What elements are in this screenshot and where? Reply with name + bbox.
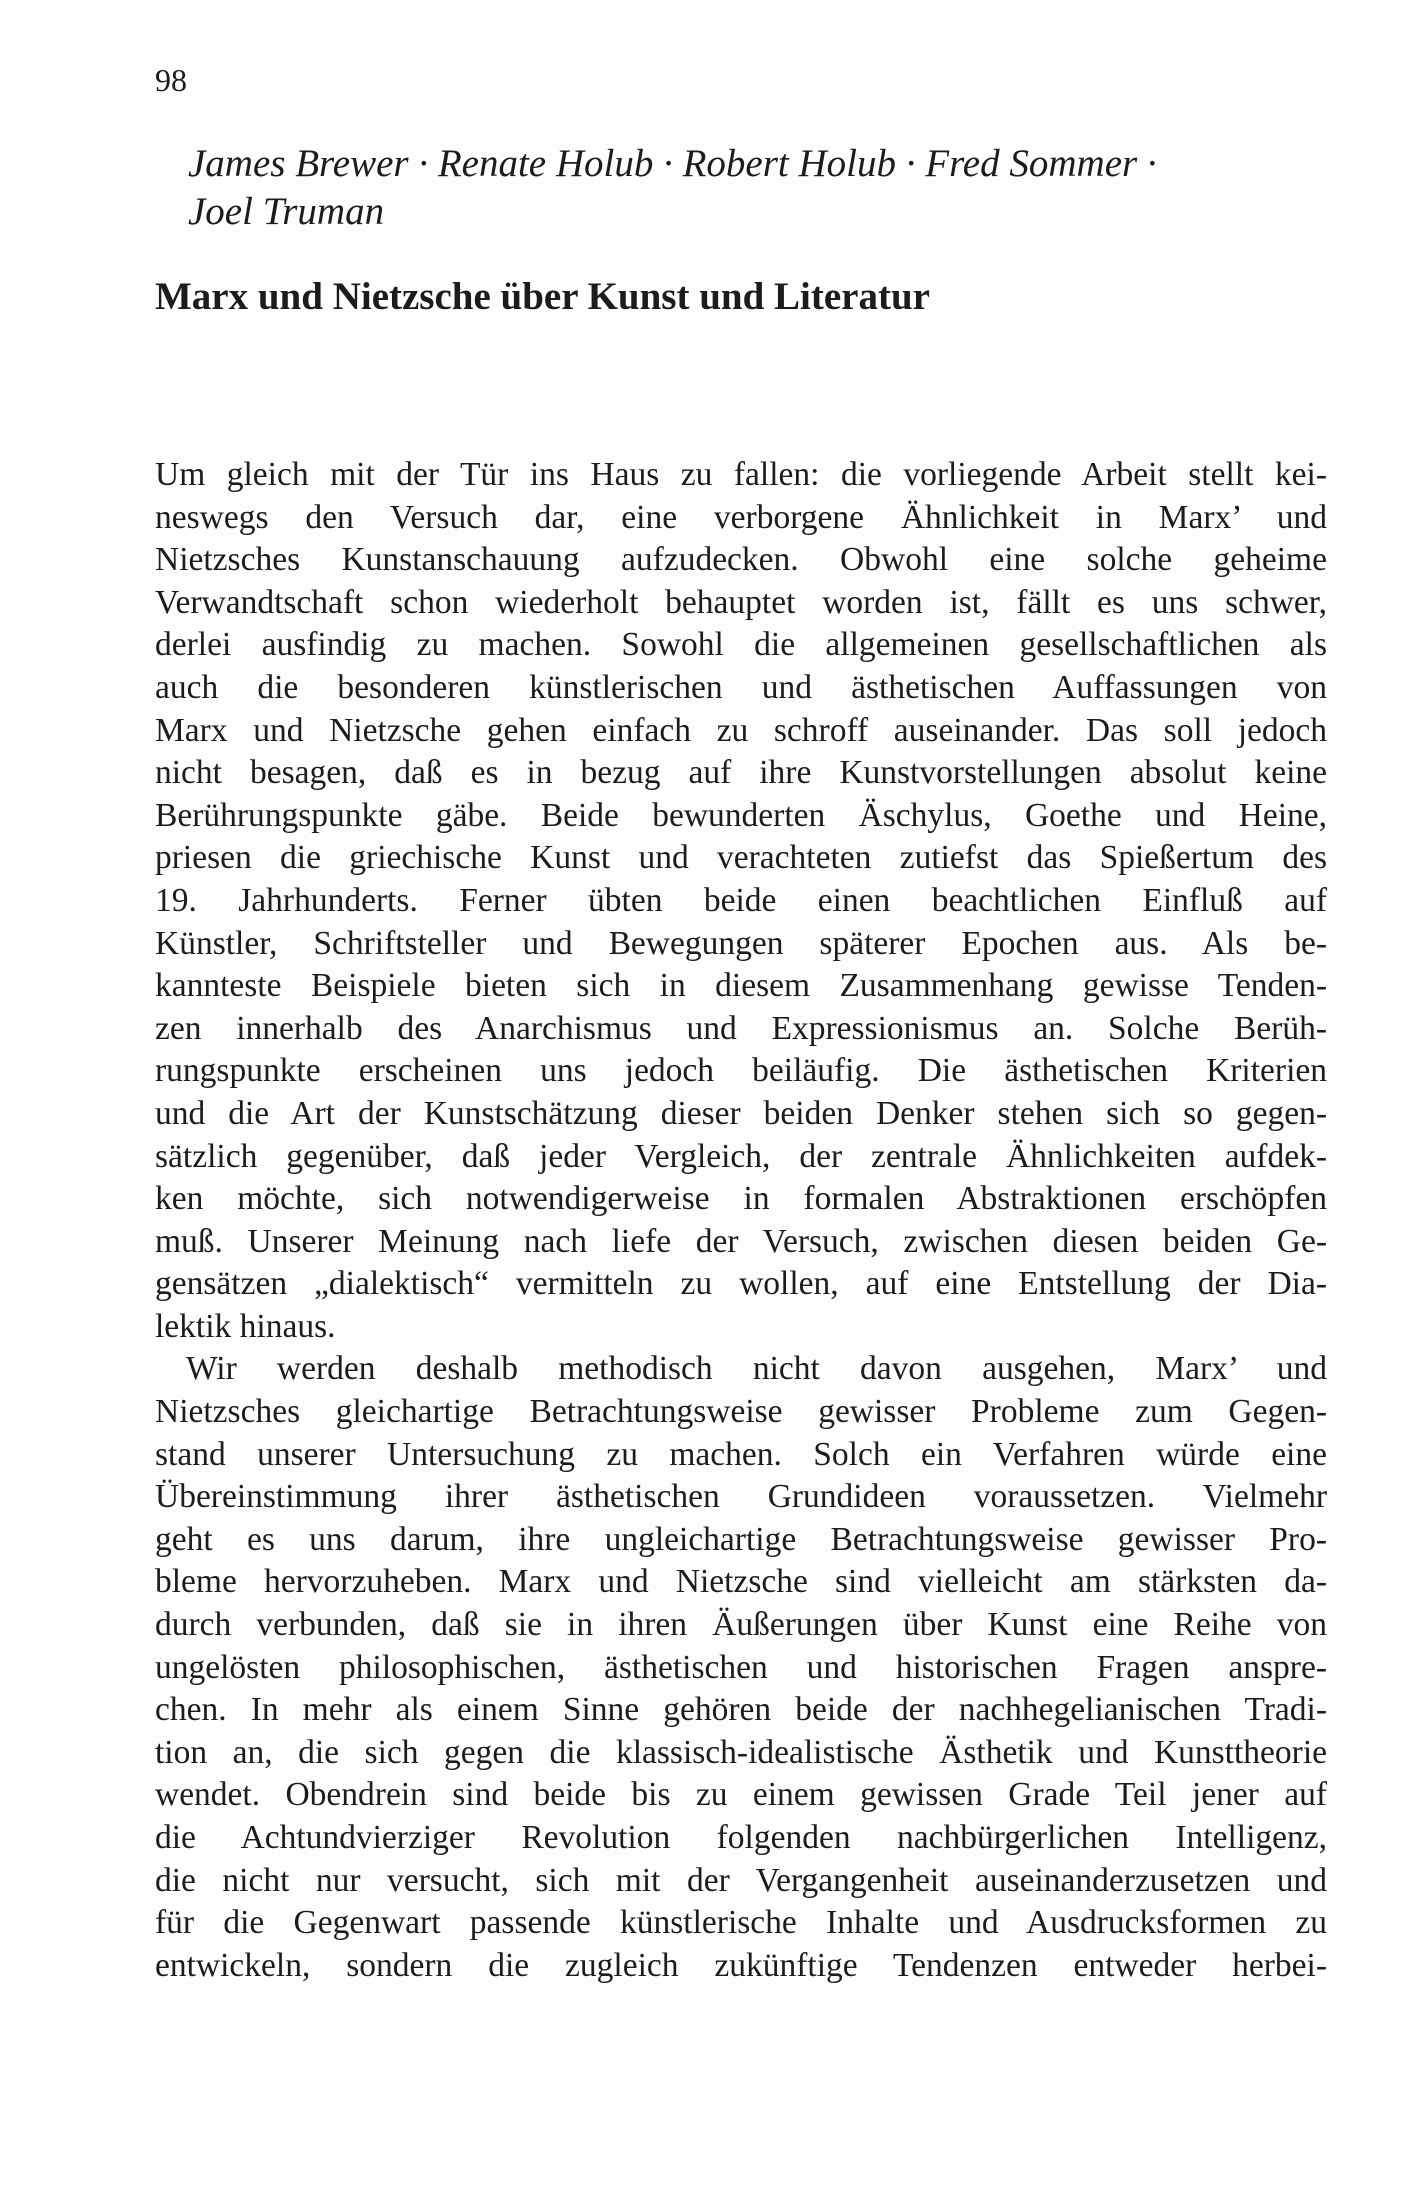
text-line: Nietzsches gleichartige Betrachtungsweise gewisser Probleme zum Gegen- <box>155 1393 1327 1431</box>
text-line: stand unserer Untersuchung zu machen. Solch ein Verfahren würde eine <box>155 1435 1327 1473</box>
text-line: muß. Unserer Meinung nach liefe der Versuch, zwischen diesen beiden Ge- <box>155 1222 1327 1260</box>
text-line: neswegs den Versuch dar, eine verborgene Ähnlichkeit in Marx’ und <box>155 498 1327 536</box>
text-line: auch die besonderen künstlerischen und ästhetischen Auffassungen von <box>155 668 1327 706</box>
text-line: für die Gegenwart passende künstlerische Inhalte und Ausdrucksformen zu <box>155 1904 1327 1942</box>
article-title: Marx und Nietzsche über Kunst und Literatur <box>155 275 930 318</box>
authors-line: James Brewer · Renate Holub · Robert Holub · Fred Sommer · <box>188 142 1157 185</box>
text-line: Künstler, Schriftsteller und Bewegungen späterer Epochen aus. Als be- <box>155 924 1327 962</box>
text-line: chen. In mehr als einem Sinne gehören beide der nachhegelianischen Tradi- <box>155 1691 1327 1729</box>
text-line: nicht besagen, daß es in bezug auf ihre Kunstvorstellungen absolut keine <box>155 754 1327 792</box>
text-line: priesen die griechische Kunst und verachteten zutiefst das Spießertum des <box>155 839 1327 877</box>
text-line: ken möchte, sich notwendigerweise in formalen Abstraktionen erschöpfen <box>155 1180 1327 1218</box>
text-line: die Achtundvierziger Revolution folgenden nachbürgerlichen Intelligenz, <box>155 1819 1327 1856</box>
text-line: tion an, die sich gegen die klassisch-idealistische Ästhetik und Kunsttheorie <box>155 1733 1327 1771</box>
text-line: Berührungspunkte gäbe. Beide bewunderten Äschylus, Goethe und Heine, <box>155 796 1327 834</box>
text-line: 19. Jahrhunderts. Ferner übten beide einen beachtlichen Einfluß auf <box>155 881 1327 919</box>
text-line: Verwandtschaft schon wiederholt behauptet worden ist, fällt es uns schwer, <box>155 583 1327 621</box>
text-line: lektik hinaus. <box>155 1307 336 1345</box>
text-line: und die Art der Kunstschätzung dieser beiden Denker stehen sich so gegen- <box>155 1094 1327 1132</box>
text-line: Nietzsches Kunstanschauung aufzudecken. Obwohl eine solche geheime <box>155 541 1327 579</box>
text-line: Wir werden deshalb methodisch nicht davon ausgehen, Marx’ und <box>186 1350 1327 1388</box>
text-line: geht es uns darum, ihre ungleichartige Betrachtungsweise gewisser Pro- <box>155 1520 1327 1558</box>
text-line: kannteste Beispiele bieten sich in diesem Zusammenhang gewisse Tenden- <box>155 967 1327 1005</box>
text-line: ungelösten philosophischen, ästhetischen und historischen Fragen anspre- <box>155 1648 1327 1686</box>
text-line: zen innerhalb des Anarchismus und Expressionismus an. Solche Berüh- <box>155 1009 1327 1047</box>
paragraph <box>155 1348 1327 1987</box>
text-line: Übereinstimmung ihrer ästhetischen Grundideen voraussetzen. Vielmehr <box>155 1478 1327 1516</box>
authors-line: Joel Truman <box>188 190 385 233</box>
text-line: durch verbunden, daß sie in ihren Äußerungen über Kunst eine Reihe von <box>155 1606 1327 1644</box>
text-line: Marx und Nietzsche gehen einfach zu schroff auseinander. Das soll jedoch <box>155 711 1327 749</box>
text-line: entwickeln, sondern die zugleich zukünftige Tendenzen entweder herbei- <box>155 1946 1327 1984</box>
text-line: rungspunkte erscheinen uns jedoch beiläufig. Die ästhetischen Kriterien <box>155 1052 1327 1090</box>
text-line: derlei ausfindig zu machen. Sowohl die allgemeinen gesellschaftlichen als <box>155 626 1327 664</box>
text-line: bleme hervorzuheben. Marx und Nietzsche sind vielleicht am stärksten da- <box>155 1563 1327 1601</box>
paragraph <box>155 454 1327 1348</box>
text-line: die nicht nur versucht, sich mit der Vergangenheit auseinanderzusetzen und <box>155 1861 1327 1899</box>
body-text <box>155 454 1327 1987</box>
text-line: wendet. Obendrein sind beide bis zu einem gewissen Grade Teil jener auf <box>155 1776 1327 1814</box>
page-number: 98 <box>155 62 187 98</box>
text-line: Um gleich mit der Tür ins Haus zu fallen: die vorliegende Arbeit stellt kei- <box>155 456 1327 493</box>
authors <box>188 140 1348 236</box>
text-line: gensätzen „dialektisch“ vermitteln zu wollen, auf eine Entstellung der Dia- <box>155 1265 1327 1303</box>
text-line: sätzlich gegenüber, daß jeder Vergleich, der zentrale Ähnlichkeiten aufdek- <box>155 1137 1327 1175</box>
